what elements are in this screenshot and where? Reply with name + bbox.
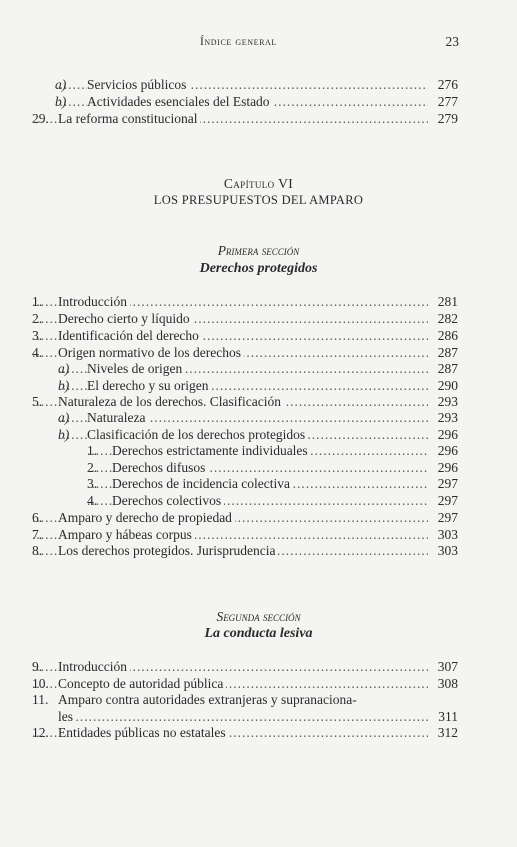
toc-entry[interactable]: [32, 676, 458, 692]
toc-entry-title: Amparo y hábeas corpus: [58, 527, 195, 543]
toc-entry-number: 29.: [32, 111, 49, 126]
toc-entry-title: Derechos colectivos: [112, 493, 224, 509]
toc-entry-number: 11.: [32, 692, 49, 707]
toc-entry-title: Servicios públicos: [87, 77, 189, 93]
toc-entry[interactable]: [58, 378, 458, 394]
toc-entry-number: 3.: [87, 476, 98, 491]
toc-entry-page: 308: [437, 676, 458, 691]
toc-entry-number: 2.: [87, 460, 98, 475]
section-kicker: Primera sección: [217, 243, 300, 258]
toc-entry-number: 12.: [32, 725, 49, 740]
toc-entry[interactable]: [32, 328, 458, 344]
toc-entry-title: Los derechos protegidos. Jurisprudencia: [58, 543, 278, 559]
toc-entry[interactable]: [32, 111, 458, 127]
toc-entry[interactable]: [32, 659, 458, 675]
toc-entry-number: 1.: [87, 443, 98, 458]
toc-entry[interactable]: [87, 493, 458, 509]
toc-entry-title: Naturaleza de los derechos. Clasificación: [58, 394, 284, 410]
toc-entry-first-line[interactable]: [32, 692, 458, 708]
toc-entry-page: 303: [437, 543, 458, 558]
toc-entry-title: Derecho cierto y líquido: [58, 311, 193, 327]
toc-entry-title: Introducción: [58, 294, 130, 310]
toc-entry[interactable]: [87, 443, 458, 459]
toc-entry-title: Niveles de origen: [87, 361, 185, 377]
toc-entry[interactable]: [32, 345, 458, 361]
toc-entry-page: 276: [437, 77, 458, 92]
toc-entry-number: 9.: [32, 659, 43, 674]
toc-entry-number: 3.: [32, 328, 43, 343]
leader-dots: [58, 709, 428, 725]
toc-entry-number: b): [55, 94, 67, 109]
toc-entry-page: 296: [437, 460, 458, 475]
toc-entry[interactable]: [87, 460, 458, 476]
toc-entry-title: Amparo contra autoridades extranjeras y supranaciona-: [58, 692, 360, 708]
toc-entry-page: 290: [437, 378, 458, 393]
toc-entry[interactable]: [87, 476, 458, 492]
toc-entry-number: 4.: [87, 493, 98, 508]
toc-entry[interactable]: [55, 77, 458, 93]
toc-entry[interactable]: [32, 311, 458, 327]
toc-entry-page: 293: [437, 410, 458, 425]
toc-entry-page: 297: [437, 493, 458, 508]
toc-entry-page: 286: [437, 328, 458, 343]
toc-entry-page: 282: [437, 311, 458, 326]
section-title: La conducta lesiva: [204, 626, 313, 641]
toc-entry-number: 8.: [32, 543, 43, 558]
toc-entry[interactable]: [58, 410, 458, 426]
chapter-subtitle: LOS PRESUPUESTOS DEL AMPARO: [153, 193, 364, 207]
toc-entry-page: 287: [437, 345, 458, 360]
toc-entry-page: 311: [438, 709, 458, 724]
toc-entry-title: Actividades esenciales del Estado: [87, 94, 273, 110]
toc-entry[interactable]: [32, 725, 458, 741]
toc-entry-number: a): [55, 77, 67, 92]
toc-entry-title: Derechos difusos: [112, 460, 208, 476]
toc-entry[interactable]: [32, 510, 458, 526]
toc-entry-title: Origen normativo de los derechos: [58, 345, 244, 361]
toc-entry-continuation[interactable]: [58, 709, 458, 725]
toc-entry[interactable]: [58, 361, 458, 377]
toc-entry-number: 7.: [32, 527, 43, 542]
toc-entry-page: 287: [437, 361, 458, 376]
toc-entry[interactable]: [32, 394, 458, 410]
toc-entry-title: La reforma constitucional: [58, 111, 200, 127]
toc-entry-page: 297: [437, 510, 458, 525]
toc-entry-page: 277: [437, 94, 458, 109]
toc-entry-title-continued: les: [58, 709, 76, 725]
toc-entry-number: a): [58, 361, 70, 376]
toc-entry-title: Derechos de incidencia colectiva: [112, 476, 293, 492]
toc-entry-page: 312: [437, 725, 458, 740]
chapter-title: Capítulo VI: [223, 176, 294, 191]
toc-entry-number: 2.: [32, 311, 43, 326]
page-number: 23: [445, 34, 459, 49]
toc-entry-page: 281: [437, 294, 458, 309]
toc-entry-number: 5.: [32, 394, 43, 409]
section-title: Derechos protegidos: [199, 261, 318, 276]
section-kicker: Segunda sección: [216, 609, 301, 624]
toc-entry-page: 303: [437, 527, 458, 542]
toc-entry-number: a): [58, 410, 70, 425]
toc-entry[interactable]: [55, 94, 458, 110]
toc-entry-title: Entidades públicas no estatales: [58, 725, 229, 741]
toc-entry[interactable]: [32, 543, 458, 559]
toc-entry-page: 297: [437, 476, 458, 491]
toc-entry-title: Amparo y derecho de propiedad: [58, 510, 235, 526]
toc-entry-title: Clasificación de los derechos protegidos: [87, 427, 308, 443]
toc-entry-title: Concepto de autoridad pública: [58, 676, 226, 692]
toc-entry-number: 6.: [32, 510, 43, 525]
toc-entry-title: Identificación del derecho: [58, 328, 202, 344]
toc-entry[interactable]: [58, 427, 458, 443]
toc-entry-page: 307: [437, 659, 458, 674]
toc-entry[interactable]: [32, 294, 458, 310]
toc-entry-title: Introducción: [58, 659, 130, 675]
toc-entry-number: b): [58, 427, 70, 442]
toc-entry[interactable]: [32, 527, 458, 543]
toc-entry-number: 10.: [32, 676, 49, 691]
running-title: Índice general: [200, 36, 277, 48]
toc-entry-title: Derechos estrictamente individuales: [112, 443, 311, 459]
toc-entry-number: 4.: [32, 345, 43, 360]
toc-entry-page: 296: [437, 443, 458, 458]
toc-entry-page: 279: [437, 111, 458, 126]
toc-entry-title: Naturaleza: [87, 410, 148, 426]
toc-entry-number: 1.: [32, 294, 43, 309]
toc-entry-number: b): [58, 378, 70, 393]
toc-entry-page: 293: [437, 394, 458, 409]
running-head: [0, 36, 517, 56]
toc-entry-title: El derecho y su origen: [87, 378, 211, 394]
toc-entry-page: 296: [437, 427, 458, 442]
